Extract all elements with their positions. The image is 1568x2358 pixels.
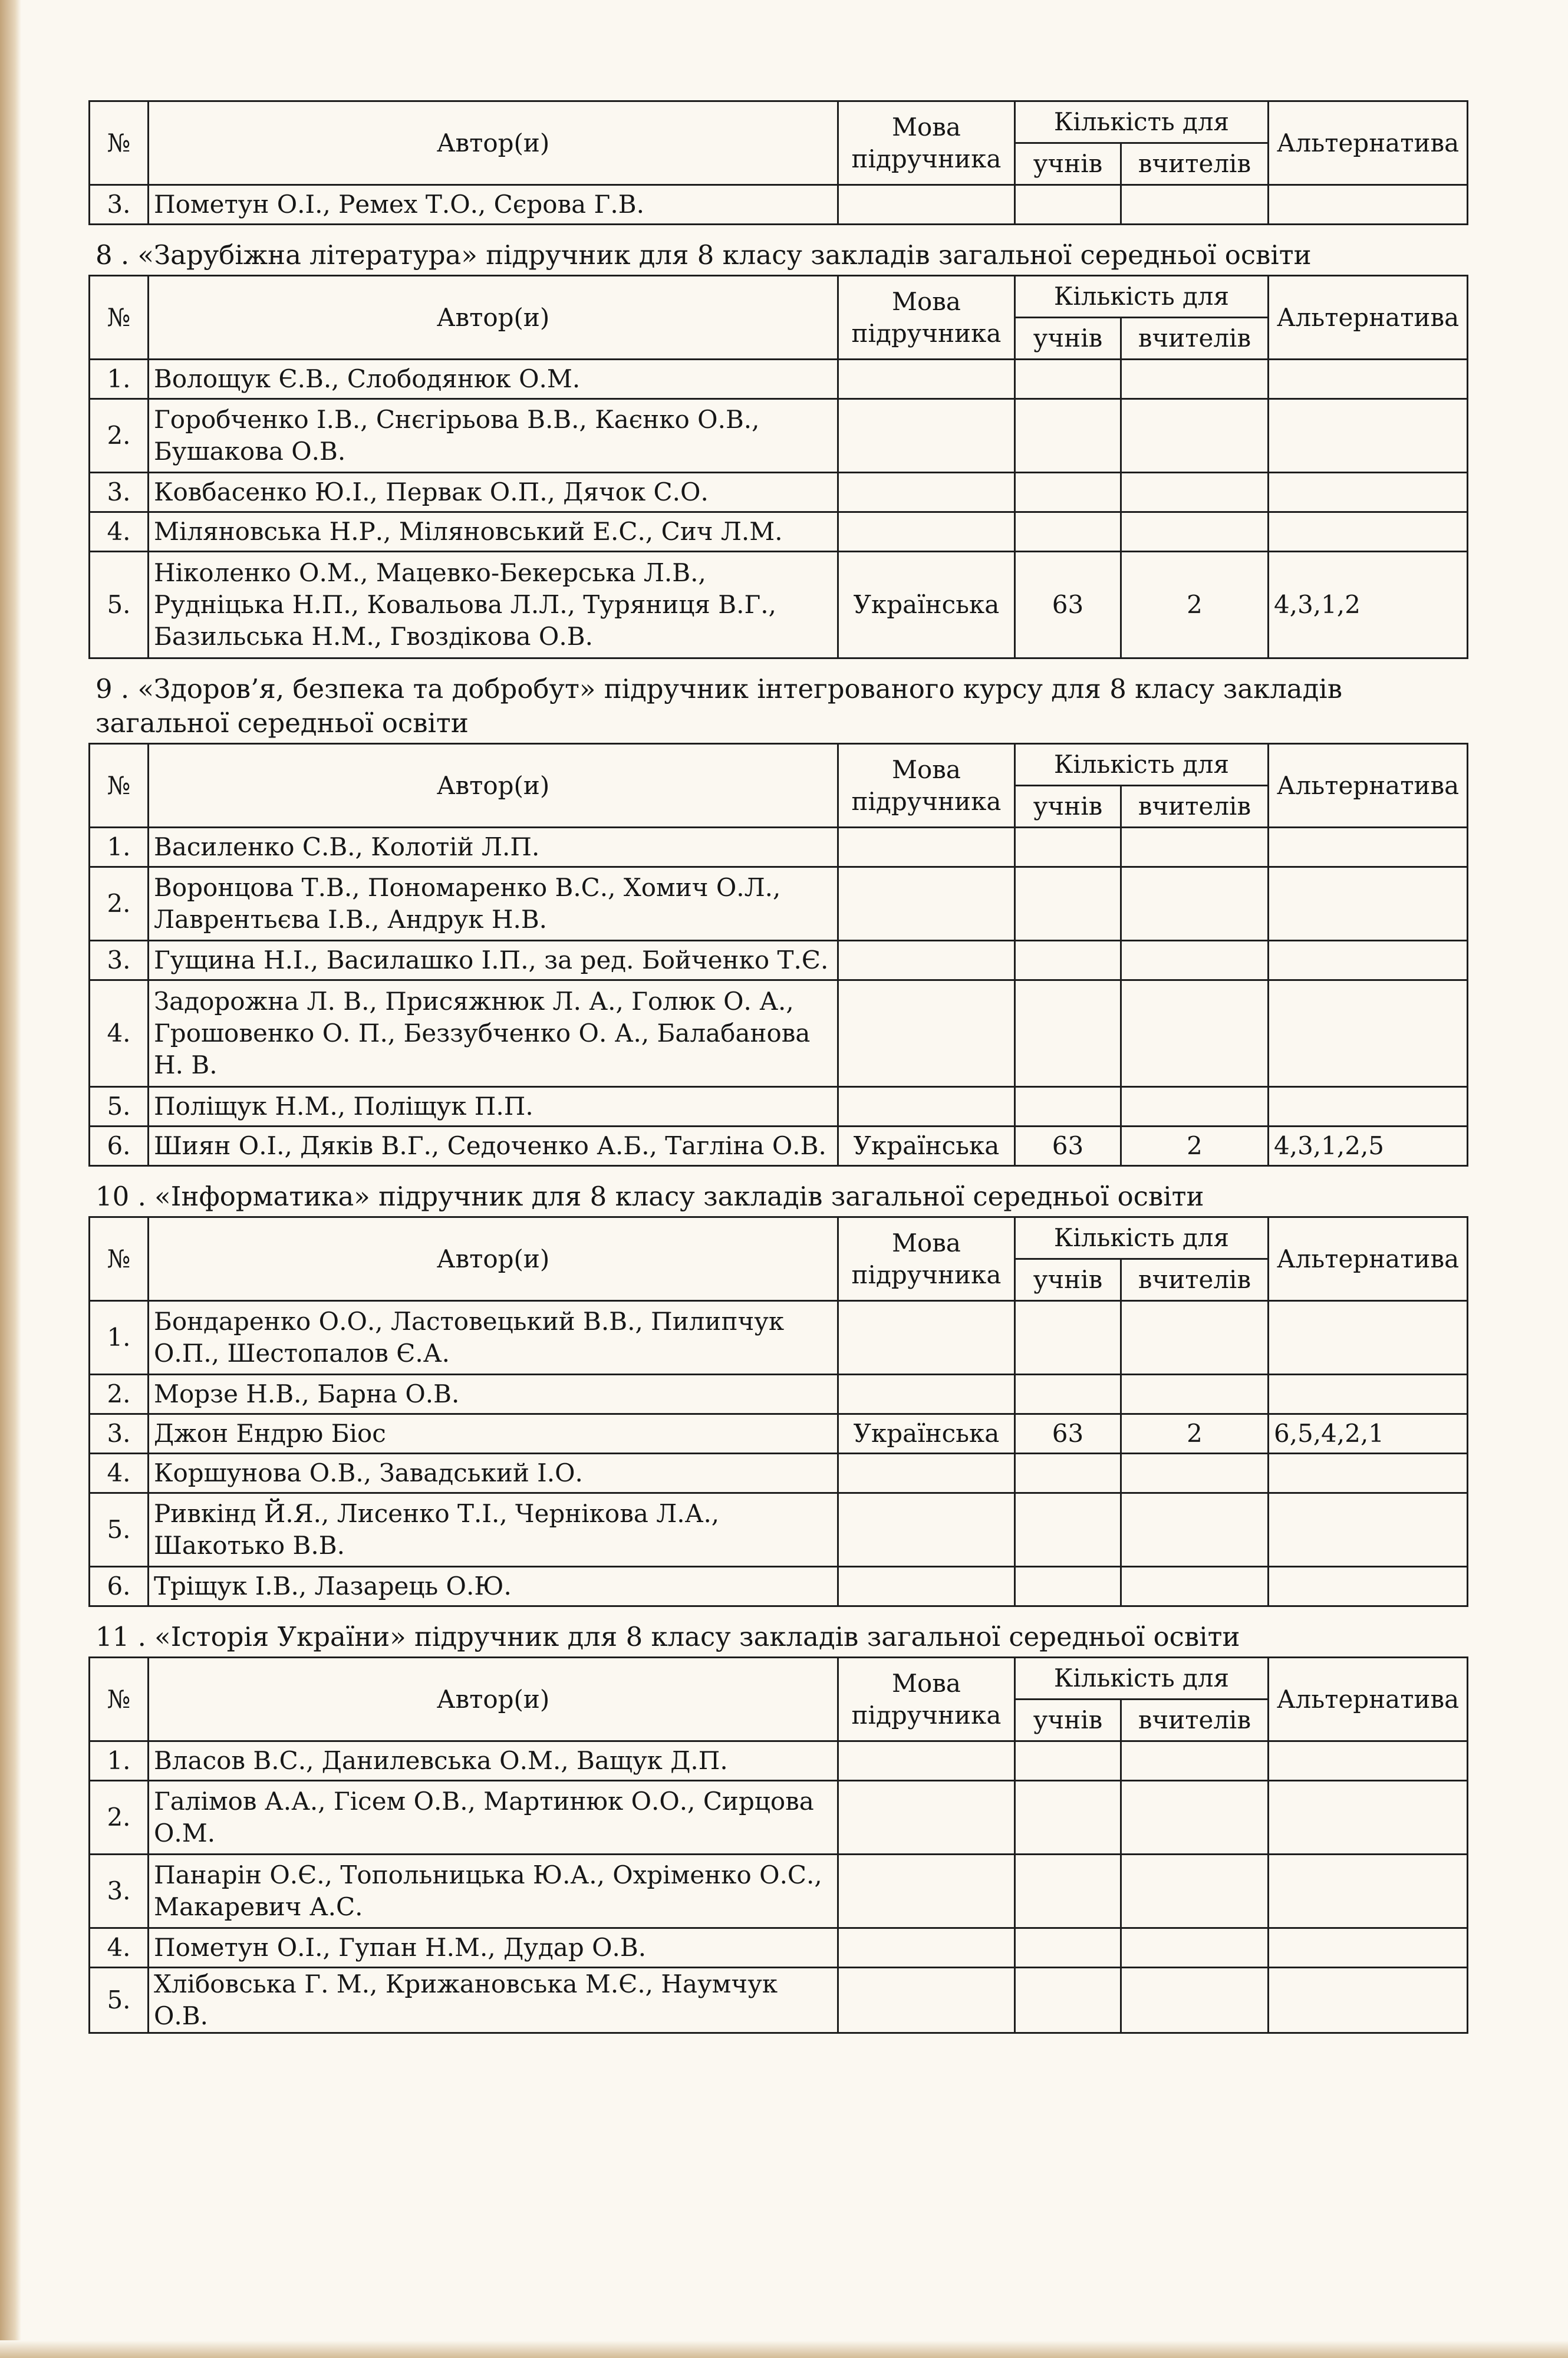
language-cell bbox=[838, 360, 1015, 399]
row-number: 4. bbox=[90, 1928, 149, 1968]
language-cell bbox=[838, 828, 1015, 867]
students-count-cell bbox=[1015, 1301, 1121, 1375]
table-row bbox=[90, 1567, 1468, 1606]
header-row bbox=[90, 1217, 1468, 1259]
header-language-line1: Мова bbox=[892, 286, 961, 316]
row-number: 5. bbox=[90, 1493, 149, 1567]
table-row bbox=[90, 1928, 1468, 1968]
author-cell: Воронцова Т.В., Пономаренко В.С., Хомич О.Л., Лаврентьєва І.В., Андрук Н.В. bbox=[149, 867, 838, 941]
header-teachers: вчителів bbox=[1121, 318, 1269, 360]
section-title: 9 . «Здоров’я, безпека та добробут» підручник інтегрованого курсу для 8 класу закладів загальної середньої освіти bbox=[95, 673, 1343, 739]
teachers-count-cell bbox=[1121, 1781, 1269, 1855]
teachers-count-cell bbox=[1121, 185, 1269, 225]
header-language bbox=[838, 1658, 1015, 1741]
alternative-cell bbox=[1269, 1454, 1468, 1493]
header-num: № bbox=[90, 1217, 149, 1301]
language-cell bbox=[838, 185, 1015, 225]
students-count-cell bbox=[1015, 1741, 1121, 1781]
author-cell: Панарін О.Є., Топольницька Ю.А., Охріменко О.С., Макаревич А.С. bbox=[149, 1855, 838, 1928]
header-students: учнів bbox=[1015, 143, 1121, 185]
row-number: 6. bbox=[90, 1567, 149, 1606]
alternative-cell bbox=[1269, 828, 1468, 867]
row-number: 3. bbox=[90, 185, 149, 225]
alternative-cell: 4,3,1,2 bbox=[1269, 552, 1468, 658]
students-count-cell bbox=[1015, 1781, 1121, 1855]
teachers-count-cell bbox=[1121, 360, 1269, 399]
students-count-cell bbox=[1015, 1928, 1121, 1968]
table-row bbox=[90, 473, 1468, 512]
students-count-cell bbox=[1015, 1375, 1121, 1414]
section bbox=[88, 1180, 1468, 1607]
students-count-cell: 63 bbox=[1015, 1414, 1121, 1454]
row-number: 2. bbox=[90, 1781, 149, 1855]
language-cell: Українська bbox=[838, 1414, 1015, 1454]
table-row bbox=[90, 1301, 1468, 1375]
author-cell: Поліщук Н.М., Поліщук П.П. bbox=[149, 1087, 838, 1127]
language-cell: Українська bbox=[838, 1127, 1015, 1166]
alternative-cell bbox=[1269, 360, 1468, 399]
row-number: 5. bbox=[90, 1968, 149, 2033]
header-alternative: Альтернатива bbox=[1269, 1217, 1468, 1301]
students-count-cell bbox=[1015, 360, 1121, 399]
author-cell: Власов В.С., Данилевська О.М., Ващук Д.П. bbox=[149, 1741, 838, 1781]
section bbox=[88, 1620, 1468, 2034]
teachers-count-cell bbox=[1121, 980, 1269, 1087]
language-cell bbox=[838, 1781, 1015, 1855]
table-row bbox=[90, 1454, 1468, 1493]
teachers-count-cell bbox=[1121, 1928, 1269, 1968]
author-cell: Пометун О.І., Гупан Н.М., Дудар О.В. bbox=[149, 1928, 838, 1968]
table-row bbox=[90, 1087, 1468, 1127]
language-cell bbox=[838, 1087, 1015, 1127]
author-cell: Хлібовська Г. М., Крижановська М.Є., Наумчук О.В. bbox=[149, 1968, 838, 2033]
author-cell: Тріщук І.В., Лазарець О.Ю. bbox=[149, 1567, 838, 1606]
students-count-cell: 63 bbox=[1015, 1127, 1121, 1166]
row-number: 4. bbox=[90, 980, 149, 1087]
table-row bbox=[90, 1414, 1468, 1454]
author-cell: Задорожна Л. В., Присяжнюк Л. А., Голюк О. А., Грошовенко О. П., Беззубченко О. А., Балабанова Н. В. bbox=[149, 980, 838, 1087]
header-count: Кількість для bbox=[1015, 744, 1269, 786]
table-row bbox=[90, 1855, 1468, 1928]
alternative-cell bbox=[1269, 867, 1468, 941]
author-cell: Ніколенко О.М., Мацевко-Бекерська Л.В., Рудніцька Н.П., Ковальова Л.Л., Туряниця В.Г., Базильська Н.М., Гвоздікова О.В. bbox=[149, 552, 838, 658]
header-authors: Автор(и) bbox=[149, 276, 838, 360]
author-cell: Коршунова О.В., Завадський І.О. bbox=[149, 1454, 838, 1493]
language-cell bbox=[838, 867, 1015, 941]
alternative-cell: 6,5,4,2,1 bbox=[1269, 1414, 1468, 1454]
table-row bbox=[90, 980, 1468, 1087]
alternative-cell bbox=[1269, 1493, 1468, 1567]
alternative-cell: 4,3,1,2,5 bbox=[1269, 1127, 1468, 1166]
header-row bbox=[90, 744, 1468, 786]
textbook-table bbox=[88, 275, 1468, 659]
table-row bbox=[90, 867, 1468, 941]
author-cell: Шиян О.І., Дяків В.Г., Седоченко А.Б., Тагліна О.В. bbox=[149, 1127, 838, 1166]
language-cell bbox=[838, 980, 1015, 1087]
row-number: 3. bbox=[90, 1414, 149, 1454]
table-row bbox=[90, 1127, 1468, 1166]
language-cell bbox=[838, 1454, 1015, 1493]
row-number: 3. bbox=[90, 473, 149, 512]
header-num: № bbox=[90, 101, 149, 185]
table-row bbox=[90, 512, 1468, 552]
header-num: № bbox=[90, 276, 149, 360]
header-students: учнів bbox=[1015, 318, 1121, 360]
header-language-line1: Мова bbox=[892, 755, 961, 784]
alternative-cell bbox=[1269, 1375, 1468, 1414]
header-students: учнів bbox=[1015, 786, 1121, 828]
language-cell: Українська bbox=[838, 552, 1015, 658]
header-row bbox=[90, 1658, 1468, 1700]
students-count-cell bbox=[1015, 1567, 1121, 1606]
author-cell: Пометун О.І., Ремех Т.О., Сєрова Г.В. bbox=[149, 185, 838, 225]
alternative-cell bbox=[1269, 980, 1468, 1087]
students-count-cell bbox=[1015, 1968, 1121, 2033]
author-cell: Горобченко І.В., Снєгірьова В.В., Каєнко О.В., Бушакова О.В. bbox=[149, 399, 838, 473]
teachers-count-cell bbox=[1121, 1454, 1269, 1493]
table-row bbox=[90, 399, 1468, 473]
alternative-cell bbox=[1269, 1968, 1468, 2033]
row-number: 2. bbox=[90, 1375, 149, 1414]
header-count: Кількість для bbox=[1015, 276, 1269, 318]
header-language bbox=[838, 101, 1015, 185]
language-cell bbox=[838, 1567, 1015, 1606]
textbook-table bbox=[88, 100, 1468, 225]
teachers-count-cell bbox=[1121, 512, 1269, 552]
header-students: учнів bbox=[1015, 1700, 1121, 1741]
alternative-cell bbox=[1269, 399, 1468, 473]
alternative-cell bbox=[1269, 1855, 1468, 1928]
students-count-cell: 63 bbox=[1015, 552, 1121, 658]
row-number: 3. bbox=[90, 941, 149, 980]
teachers-count-cell bbox=[1121, 1741, 1269, 1781]
alternative-cell bbox=[1269, 1087, 1468, 1127]
students-count-cell bbox=[1015, 399, 1121, 473]
row-number: 1. bbox=[90, 1301, 149, 1375]
header-alternative: Альтернатива bbox=[1269, 276, 1468, 360]
alternative-cell bbox=[1269, 512, 1468, 552]
alternative-cell bbox=[1269, 185, 1468, 225]
header-language-line1: Мова bbox=[892, 112, 961, 141]
row-number: 5. bbox=[90, 552, 149, 658]
header-count: Кількість для bbox=[1015, 1217, 1269, 1259]
alternative-cell bbox=[1269, 941, 1468, 980]
row-number: 5. bbox=[90, 1087, 149, 1127]
author-cell: Джон Ендрю Біос bbox=[149, 1414, 838, 1454]
teachers-count-cell bbox=[1121, 941, 1269, 980]
teachers-count-cell: 2 bbox=[1121, 1414, 1269, 1454]
header-row bbox=[90, 101, 1468, 143]
language-cell bbox=[838, 1375, 1015, 1414]
students-count-cell bbox=[1015, 473, 1121, 512]
header-count: Кількість для bbox=[1015, 101, 1269, 143]
header-language-line1: Мова bbox=[892, 1228, 961, 1257]
language-cell bbox=[838, 1928, 1015, 1968]
students-count-cell bbox=[1015, 1087, 1121, 1127]
students-count-cell bbox=[1015, 1493, 1121, 1567]
header-authors: Автор(и) bbox=[149, 744, 838, 828]
row-number: 4. bbox=[90, 512, 149, 552]
teachers-count-cell bbox=[1121, 1493, 1269, 1567]
header-alternative: Альтернатива bbox=[1269, 744, 1468, 828]
alternative-cell bbox=[1269, 1567, 1468, 1606]
language-cell bbox=[838, 1855, 1015, 1928]
header-teachers: вчителів bbox=[1121, 786, 1269, 828]
table-row bbox=[90, 1375, 1468, 1414]
alternative-cell bbox=[1269, 1741, 1468, 1781]
teachers-count-cell bbox=[1121, 473, 1269, 512]
alternative-cell bbox=[1269, 473, 1468, 512]
page-edge-shadow bbox=[0, 0, 21, 2358]
header-num: № bbox=[90, 1658, 149, 1741]
header-row bbox=[90, 276, 1468, 318]
author-cell: Міляновська Н.Р., Міляновський Е.С., Сич Л.М. bbox=[149, 512, 838, 552]
section bbox=[88, 238, 1468, 659]
table-row bbox=[90, 360, 1468, 399]
header-language-line2: підручника bbox=[851, 786, 1002, 816]
header-teachers: вчителів bbox=[1121, 1700, 1269, 1741]
header-count: Кількість для bbox=[1015, 1658, 1269, 1700]
header-teachers: вчителів bbox=[1121, 143, 1269, 185]
row-number: 2. bbox=[90, 867, 149, 941]
language-cell bbox=[838, 1493, 1015, 1567]
teachers-count-cell bbox=[1121, 399, 1269, 473]
row-number: 6. bbox=[90, 1127, 149, 1166]
header-language bbox=[838, 1217, 1015, 1301]
language-cell bbox=[838, 1741, 1015, 1781]
teachers-count-cell bbox=[1121, 1855, 1269, 1928]
language-cell bbox=[838, 512, 1015, 552]
section-title: 10 . «Інформатика» підручник для 8 класу закладів загальної середньої освіти bbox=[95, 1181, 1204, 1212]
table-row bbox=[90, 1968, 1468, 2033]
row-number: 4. bbox=[90, 1454, 149, 1493]
textbook-table bbox=[88, 743, 1468, 1167]
table-row bbox=[90, 1781, 1468, 1855]
textbook-table bbox=[88, 1216, 1468, 1607]
teachers-count-cell bbox=[1121, 828, 1269, 867]
table-row bbox=[90, 1493, 1468, 1567]
language-cell bbox=[838, 941, 1015, 980]
header-language bbox=[838, 744, 1015, 828]
table-row bbox=[90, 941, 1468, 980]
header-language bbox=[838, 276, 1015, 360]
teachers-count-cell bbox=[1121, 1567, 1269, 1606]
language-cell bbox=[838, 473, 1015, 512]
row-number: 2. bbox=[90, 399, 149, 473]
header-language-line2: підручника bbox=[851, 318, 1002, 348]
author-cell: Ковбасенко Ю.І., Первак О.П., Дячок С.О. bbox=[149, 473, 838, 512]
header-language-line2: підручника bbox=[851, 1700, 1002, 1730]
students-count-cell bbox=[1015, 980, 1121, 1087]
author-cell: Гущина Н.І., Василашко І.П., за ред. Бойченко Т.Є. bbox=[149, 941, 838, 980]
author-cell: Бондаренко О.О., Ластовецький В.В., Пилипчук О.П., Шестопалов Є.А. bbox=[149, 1301, 838, 1375]
alternative-cell bbox=[1269, 1301, 1468, 1375]
header-num: № bbox=[90, 744, 149, 828]
row-number: 3. bbox=[90, 1855, 149, 1928]
header-teachers: вчителів bbox=[1121, 1259, 1269, 1301]
row-number: 1. bbox=[90, 1741, 149, 1781]
header-authors: Автор(и) bbox=[149, 101, 838, 185]
author-cell: Василенко С.В., Колотій Л.П. bbox=[149, 828, 838, 867]
teachers-count-cell: 2 bbox=[1121, 1127, 1269, 1166]
language-cell bbox=[838, 1968, 1015, 2033]
students-count-cell bbox=[1015, 185, 1121, 225]
document-page bbox=[88, 100, 1468, 2034]
language-cell bbox=[838, 399, 1015, 473]
teachers-count-cell bbox=[1121, 1087, 1269, 1127]
author-cell: Волощук Є.В., Слободянюк О.М. bbox=[149, 360, 838, 399]
language-cell bbox=[838, 1301, 1015, 1375]
students-count-cell bbox=[1015, 512, 1121, 552]
students-count-cell bbox=[1015, 1454, 1121, 1493]
section bbox=[88, 672, 1468, 1167]
header-language-line2: підручника bbox=[851, 1260, 1002, 1289]
alternative-cell bbox=[1269, 1781, 1468, 1855]
header-authors: Автор(и) bbox=[149, 1658, 838, 1741]
header-language-line2: підручника bbox=[851, 144, 1002, 173]
row-number: 1. bbox=[90, 360, 149, 399]
students-count-cell bbox=[1015, 867, 1121, 941]
table-row bbox=[90, 828, 1468, 867]
teachers-count-cell bbox=[1121, 867, 1269, 941]
section bbox=[88, 100, 1468, 225]
students-count-cell bbox=[1015, 1855, 1121, 1928]
teachers-count-cell: 2 bbox=[1121, 552, 1269, 658]
teachers-count-cell bbox=[1121, 1968, 1269, 2033]
header-alternative: Альтернатива bbox=[1269, 101, 1468, 185]
header-language-line1: Мова bbox=[892, 1668, 961, 1698]
alternative-cell bbox=[1269, 1928, 1468, 1968]
author-cell: Галімов А.А., Гісем О.В., Мартинюк О.О., Сирцова О.М. bbox=[149, 1781, 838, 1855]
table-row bbox=[90, 1741, 1468, 1781]
section-title: 11 . «Історія України» підручник для 8 класу закладів загальної середньої освіти bbox=[95, 1621, 1240, 1652]
row-number: 1. bbox=[90, 828, 149, 867]
students-count-cell bbox=[1015, 941, 1121, 980]
page-bottom-shadow bbox=[0, 2340, 1568, 2358]
table-row bbox=[90, 552, 1468, 658]
textbook-table bbox=[88, 1656, 1468, 2034]
header-students: учнів bbox=[1015, 1259, 1121, 1301]
table-row bbox=[90, 185, 1468, 225]
author-cell: Ривкінд Й.Я., Лисенко Т.І., Чернікова Л.А., Шакотько В.В. bbox=[149, 1493, 838, 1567]
teachers-count-cell bbox=[1121, 1375, 1269, 1414]
students-count-cell bbox=[1015, 828, 1121, 867]
teachers-count-cell bbox=[1121, 1301, 1269, 1375]
header-authors: Автор(и) bbox=[149, 1217, 838, 1301]
section-title: 8 . «Зарубіжна література» підручник для 8 класу закладів загальної середньої освіти bbox=[95, 239, 1312, 271]
header-alternative: Альтернатива bbox=[1269, 1658, 1468, 1741]
author-cell: Морзе Н.В., Барна О.В. bbox=[149, 1375, 838, 1414]
